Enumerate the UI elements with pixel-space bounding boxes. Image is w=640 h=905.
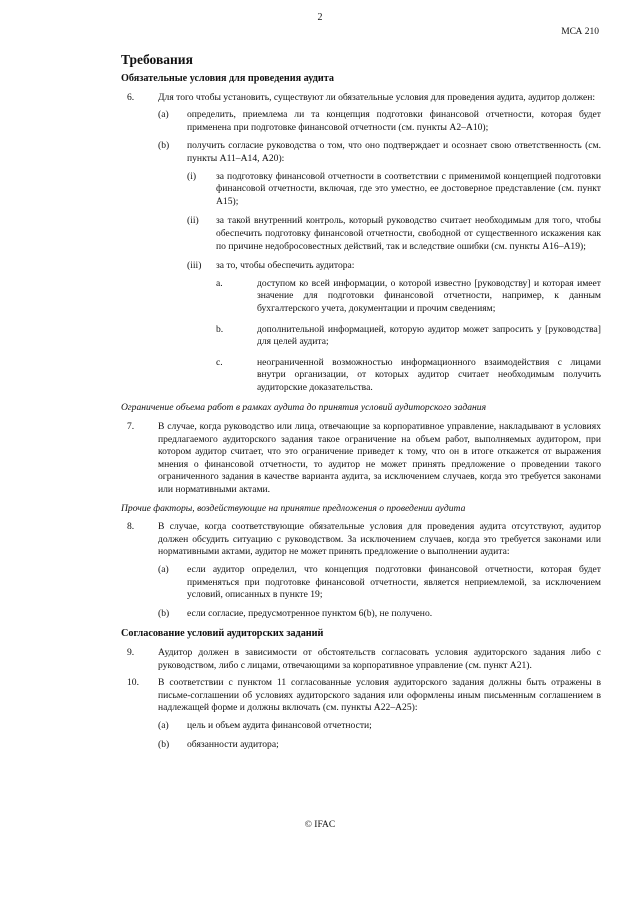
paragraph-8: [121, 521, 601, 620]
copyright-footer: © IFAC: [304, 820, 336, 830]
item-marker: (b): [158, 607, 170, 619]
paragraph-number: 9.: [127, 646, 135, 658]
letter-item-b: [216, 324, 601, 349]
item-text: неограниченной возможностью информационного взаимодействия с лицами внутри организации, от которых аудитор считает необходимым получить аудиторские доказательства.: [257, 356, 601, 393]
paragraph-number: 7.: [127, 421, 135, 433]
sub-item-i: [187, 171, 601, 209]
item-marker: c.: [216, 356, 223, 368]
letter-item-a: [216, 278, 601, 316]
sub-item-iii: [187, 260, 601, 394]
item-marker: (a): [158, 564, 169, 575]
item-text: если аудитор определил, что концепция подготовки финансовой отчетности, которая будет применяться при подготовке финансовой отчетности, является неприемлемой, за исключением условий, описанных в пункте 19;: [187, 564, 601, 601]
item-text: получить согласие руководства о том, что оно подтверждает и осознает свою ответственность (см. пункты А11–А14, А20):: [187, 140, 601, 164]
paragraph-number: 8.: [127, 521, 135, 533]
list-item-b: [158, 608, 601, 621]
item-text: если согласие, предусмотренное пунктом 6(b), не получено.: [187, 607, 433, 619]
paragraph-text: В случае, когда руководство или лица, отвечающие за корпоративное управление, накладывают в условиях предлагаемого аудиторского задания такое ограничение на объем работ, выполняемых аудитором, при котором аудитор считает, что это ограничение приведет к тому, что он в итоге откажется от выражения мнения о финансовой отчетности, то аудитор не может принять предложение о проведении такого ограниченного задания в качестве варианта аудита, за исключением случаев, когда это требуется законами или нормативными актами.: [158, 421, 601, 496]
item-text: за то, чтобы обеспечить аудитора:: [216, 260, 355, 272]
item-text: доступом ко всей информации, о которой известно [руководству] и которая имеет значение для подготовки финансовой отчетности, например, к данным бухгалтерского учета, документации и прочим сведениям;: [257, 277, 601, 314]
paragraph-text: В соответствии с пунктом 11 согласованные условия аудиторского задания должны быть отражены в письме-соглашении об условиях аудиторского задания или оформлены иным письменным соглашением в надлежащей форме и должны включать (см. пункты А22–А25):: [158, 677, 601, 714]
item-text: за такой внутренний контроль, который руководство считает необходимым для того, чтобы обеспечить подготовку финансовой отчетности, свободной от существенного искажения как по причине недобросовестных действий, так и вследствие ошибки (см. пункты А16–А19);: [216, 215, 601, 252]
paragraph-number: 10.: [127, 677, 139, 689]
item-text: дополнительной информацией, которую аудитор может запросить у [руководства] для целей аудита;: [257, 323, 601, 348]
list-item-b: [158, 140, 601, 394]
item-text: цель и объем аудита финансовой отчетности;: [187, 719, 372, 731]
page-content: [121, 52, 601, 757]
paragraph-10: [121, 677, 601, 751]
paragraph-9: [121, 647, 601, 672]
sub-item-ii: [187, 215, 601, 253]
item-marker: (i): [187, 170, 197, 182]
list-item-a: [158, 564, 601, 602]
section-heading: Прочие факторы, воздействующие на принятие предложения о проведении аудита: [121, 502, 466, 514]
item-marker: (a): [158, 719, 169, 731]
item-marker: (b): [158, 738, 170, 750]
item-marker: (iii): [187, 260, 202, 272]
paragraph-text: Для того чтобы установить, существуют ли обязательные условия для проведения аудита, аудитор должен:: [158, 91, 596, 103]
page-number: 2: [317, 12, 323, 23]
section-heading: Ограничение объема работ в рамках аудита до принятия условий аудиторского задания: [121, 402, 487, 414]
document-code: МСА 210: [561, 27, 599, 37]
item-marker: (a): [158, 109, 169, 121]
list-item-b: [158, 739, 601, 752]
list-item-a: [158, 720, 601, 733]
section-heading: Согласование условий аудиторских заданий: [121, 628, 324, 640]
list-item-a: [158, 109, 601, 134]
paragraph-text: В случае, когда соответствующие обязательные условия для проведения аудита отсутствуют, аудитор должен обсудить ситуацию с руководством. За исключением случаев, когда это требуется законами или нормативными актами, аудитор не может принять предложение о выполнении аудита:: [158, 521, 601, 558]
item-text: обязанности аудитора;: [187, 738, 279, 750]
paragraph-text: Аудитор должен в зависимости от обстоятельств согласовать условия аудиторского задания либо с руководством, либо с лицами, отвечающими за корпоративное управление (см. пункт А21).: [158, 646, 601, 671]
item-marker: (b): [158, 140, 170, 152]
paragraph-number: 6.: [127, 91, 135, 103]
item-text: за подготовку финансовой отчетности в соответствии с применимой концепцией подготовки финансовой отчетности, включая, где это уместно, ее достоверное представление (см. пункт А15);: [216, 170, 601, 207]
letter-item-c: [216, 357, 601, 395]
paragraph-6: [121, 92, 601, 395]
section-heading: Обязательные условия для проведения аудита: [121, 73, 334, 84]
paragraph-7: [121, 421, 601, 497]
item-marker: (ii): [187, 215, 199, 227]
page-title: Требования: [121, 52, 193, 67]
item-marker: a.: [216, 277, 223, 289]
item-marker: b.: [216, 323, 224, 335]
item-text: определить, приемлема ли та концепция подготовки финансовой отчетности, которая будет применена при подготовке финансовой отчетности (см. пункты А2–А10);: [187, 109, 601, 133]
